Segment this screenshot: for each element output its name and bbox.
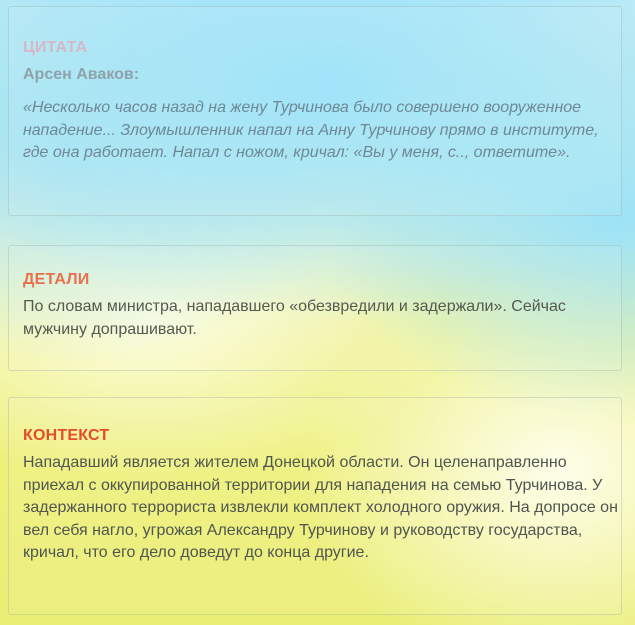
quote-author: Арсен Аваков: (23, 66, 140, 83)
context-card (8, 397, 622, 615)
quote-heading: ЦИТАТА (23, 39, 88, 56)
details-text: По словам министра, нападавшего «обезвредили и задержали». Сейчас мужчину допрашивают. (23, 298, 566, 338)
quote-card (8, 6, 622, 216)
details-heading: ДЕТАЛИ (23, 271, 90, 288)
context-text: Нападавший является жителем Донецкой области. Он целенаправленно приехал с оккупированной территории для нападения на семью Турчинова. У задержанного террориста извлекли комплект холодного оружия. На допросе он вел себя нагло, угрожая Александру Турчинову и руководству государства, кричал, что его дело доведут до конца другие. (23, 454, 618, 561)
context-heading: КОНТЕКСТ (23, 427, 110, 444)
details-card (8, 245, 622, 371)
quote-text: «Несколько часов назад на жену Турчинова было совершено вооруженное нападение... Злоумышленник напал на Анну Турчинову прямо в институте, где она работает. Напал с ножом, кричал: «Вы у меня, с.., ответите». (23, 99, 599, 161)
